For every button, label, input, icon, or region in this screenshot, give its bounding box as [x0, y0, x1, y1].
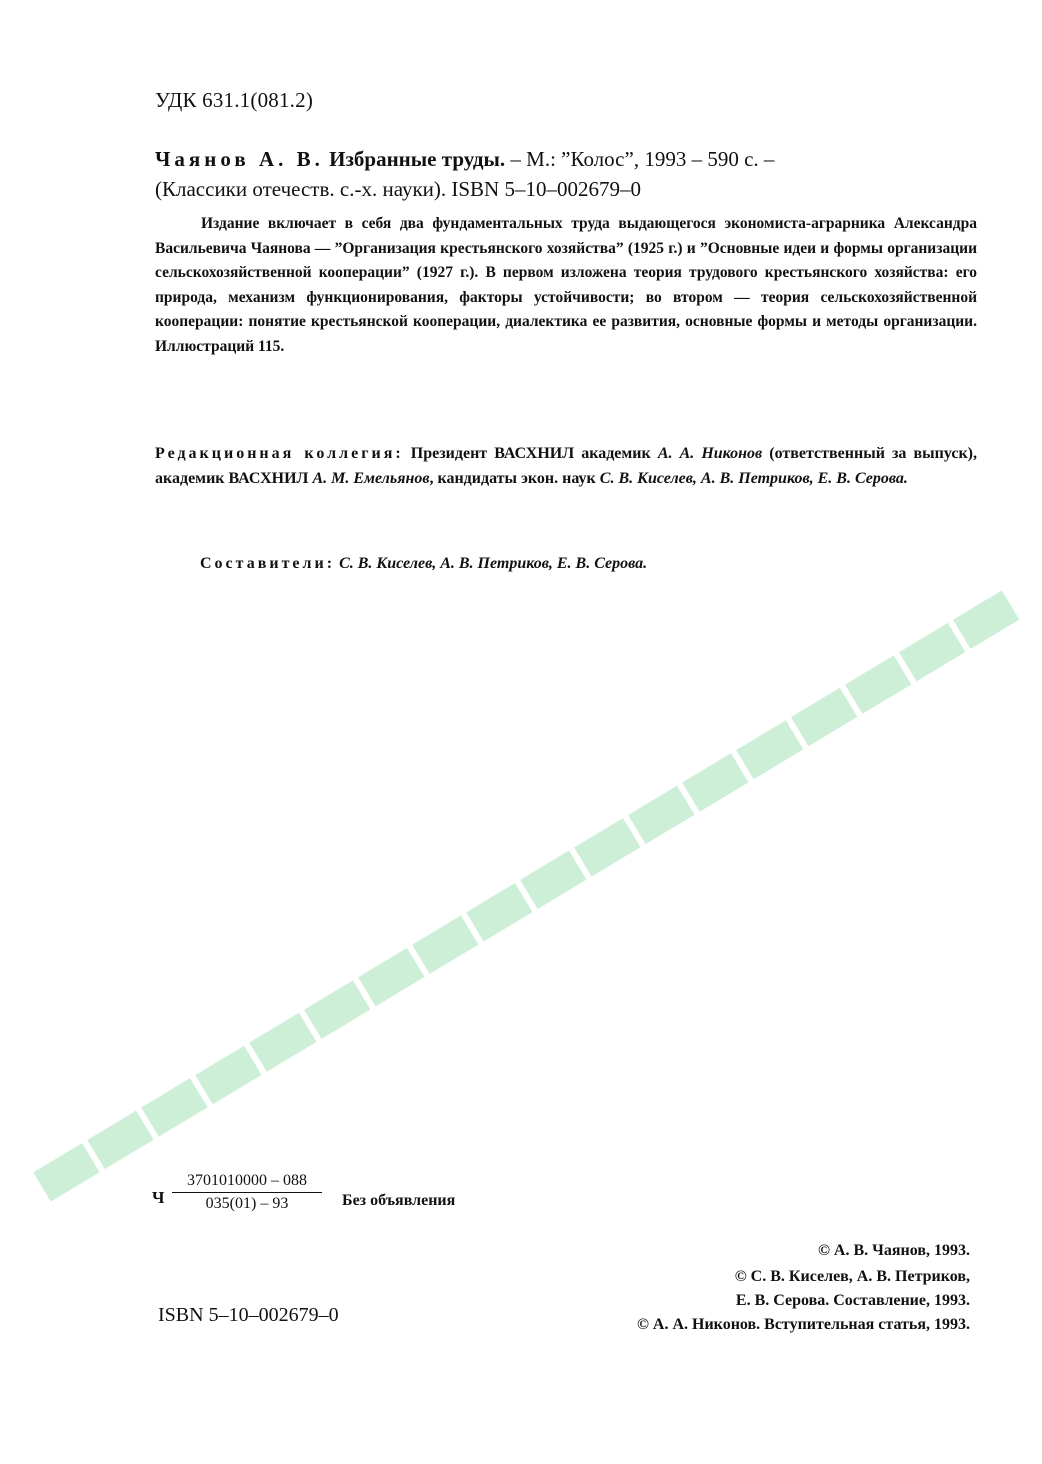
- copyright-line: © А. В. Чаянов, 1993.: [817, 1242, 970, 1259]
- compilers: [200, 555, 647, 573]
- udk-code: УДК 631.1(081.2): [155, 88, 314, 112]
- editorial-board: [155, 441, 977, 491]
- board-text-2: (ответственный за выпуск), академик ВАСХНИЛ: [155, 445, 977, 487]
- compilers-label: Составители:: [200, 555, 336, 572]
- watermark-segment: [574, 818, 640, 877]
- bibliographic-record: [155, 144, 985, 204]
- watermark-segment: [412, 915, 478, 974]
- watermark-segment: [33, 1143, 99, 1202]
- watermark-segment: [87, 1111, 153, 1170]
- watermark-segment: [196, 1046, 262, 1105]
- watermark-segment: [682, 753, 748, 812]
- watermark-segment: [953, 590, 1019, 649]
- no-advertisement-note: Без объявления: [342, 1192, 456, 1209]
- board-text-1: Президент ВАСХНИЛ академик: [403, 445, 658, 462]
- index-denominator: 035(01) – 93: [205, 1195, 289, 1212]
- isbn: ISBN 5–10–002679–0: [158, 1304, 339, 1326]
- watermark-segment: [304, 980, 370, 1039]
- watermark-segment: [736, 720, 802, 779]
- watermark-segment: [250, 1013, 316, 1072]
- book-title: Избранные труды.: [329, 147, 506, 171]
- board-name-2: А. М. Емельянов: [312, 470, 430, 487]
- board-text-3: , кандидаты экон. наук: [429, 470, 600, 487]
- annotation: Издание включает в себя два фундаментальных труда выдающегося экономиста-аграрника Александра Васильевича Чаянова — ”Организация крестьянского хозяйства” (1925 г.) и ”Основные идеи и формы организации сельскохозяйственной кооперации” (1927 г.). В первом изложена теория трудового крестьянского хозяйства: его природа, механизм функционирования, факторы устойчивости; во втором — теория сельскохозяйственной кооперации: понятие крестьянской кооперации, диалектика ее развития, основные формы и методы организации. Иллюстраций 115.: [155, 215, 977, 355]
- index-letter: Ч: [152, 1188, 165, 1207]
- watermark-segment: [791, 688, 857, 747]
- index-fraction: [172, 1172, 322, 1213]
- board-label: Редакционная коллегия:: [155, 445, 404, 462]
- watermark-segment: [628, 785, 694, 844]
- board-names-3: С. В. Киселев, А. В. Петриков, Е. В. Серова.: [599, 470, 908, 487]
- watermark-segment: [466, 883, 532, 942]
- copyright-line: Е. В. Серова. Составление, 1993.: [735, 1292, 970, 1309]
- index-numerator: 3701010000 – 088: [172, 1172, 322, 1193]
- board-name-1: А. А. Никонов: [657, 445, 763, 462]
- diagonal-watermark: [33, 590, 1019, 1201]
- watermark-segment: [899, 623, 965, 682]
- compilers-names: С. В. Киселев, А. В. Петриков, Е. В. Серова.: [335, 555, 648, 572]
- watermark-segment: [141, 1078, 207, 1137]
- copyright-line: © С. В. Киселев, А. В. Петриков,: [734, 1268, 970, 1285]
- watermark-segment: [845, 655, 911, 714]
- watermark-segment: [358, 948, 424, 1007]
- watermark-segment: [520, 850, 586, 909]
- publisher-info: – М.: ”Колос”, 1993 – 590 с. –: [505, 147, 775, 171]
- author-name: Чаянов А. В.: [155, 147, 324, 171]
- series-isbn: (Классики отечеств. с.-х. науки). ISBN 5–10–002679–0: [155, 177, 641, 201]
- copyright-line: © А. А. Никонов. Вступительная статья, 1993.: [636, 1316, 970, 1333]
